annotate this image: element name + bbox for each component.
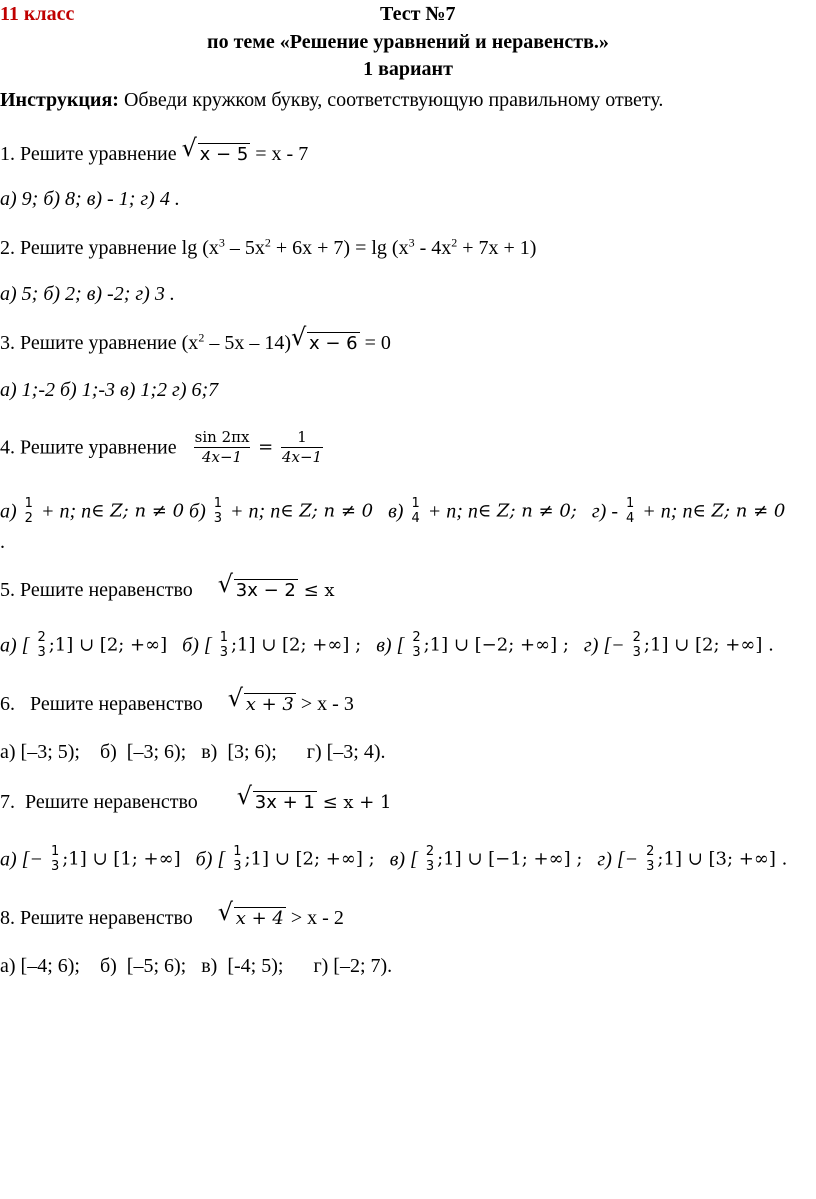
question-1-options: а) 9; б) 8; в) - 1; г) 4 . bbox=[0, 188, 180, 210]
question-5-options: а) [ 2 3 ;1] ∪ [2; +∞] б) [ 1 3 ;1] ∪ [2; +∞] ; в) [ 2 3 ;1] ∪ [−2; +∞] ; г) [− 2 3 ;1] ∪ [2; +∞] . bbox=[0, 630, 774, 661]
question-8-options: а) [–4; 6); б) [–5; 6); в) [-4; 5); г) [–2; 7). bbox=[0, 955, 393, 977]
test-topic: по теме «Решение уравнений и неравенств.» bbox=[207, 31, 609, 53]
question-4: 4. Решите уравнение $\frac{\sin 2\pi x}{4x-1}$ = $\frac{1}{4x-1}$ bbox=[0, 427, 323, 466]
sqrt-expression: √ 3x − 2 bbox=[217, 570, 296, 601]
sqrt-expression: √ x − 6 bbox=[290, 323, 358, 354]
q1-prefix: 1. Решите уравнение bbox=[0, 143, 182, 165]
question-3-options: а) 1;-2 б) 1;-3 в) 1;2 г) 6;7 bbox=[0, 379, 219, 401]
sqrt-expression: √ x − 5 bbox=[181, 134, 249, 165]
question-6-options: а) [–3; 5); б) [–3; 6); в) [3; 6); г) [–3; 4). bbox=[0, 741, 386, 763]
question-8: 8. Решите неравенство √ x + 4 > x - 2 bbox=[0, 898, 344, 929]
question-4-tail: . bbox=[0, 531, 5, 553]
question-7-options: а) [− 1 3 ;1] ∪ [1; +∞] б) [ 1 3 ;1] ∪ [2; +∞] ; в) [ 2 3 ;1] ∪ [−1; +∞] ; г) [− 2 3 ;1] ∪ [3; +∞] . bbox=[0, 844, 788, 875]
grade-label: 11 класс bbox=[0, 3, 75, 25]
q1-suffix: = x - 7 bbox=[250, 143, 309, 165]
question-5: 5. Решите неравенство √ 3x − 2 ≤ x bbox=[0, 570, 335, 601]
question-2-options: а) 5; б) 2; в) -2; г) 3 . bbox=[0, 283, 175, 305]
fraction-left: $\frac{\sin 2\pi x}{4x-1}$ bbox=[194, 427, 250, 466]
question-3: 3. Решите уравнение $(x^2 - 5x - 14)$ √ x − 6 = 0 bbox=[0, 323, 391, 354]
instruction-label: Инструкция: bbox=[0, 89, 119, 111]
variant-label: 1 вариант bbox=[363, 58, 453, 80]
fraction: 1 2 bbox=[24, 496, 33, 527]
fraction-right: $\frac{1}{4x-1}$ bbox=[281, 427, 323, 466]
question-7: 7. Решите неравенство √ 3x + 1 ≤ x + 1 bbox=[0, 782, 392, 813]
instruction-text: Обведи кружком букву, соответствующую правильному ответу. bbox=[118, 89, 664, 111]
question-4-options: а) 1 2 + n; n∈ Z; n ≠ 0 б) 1 3 + n; n∈ Z; n ≠ 0 в) 1 4 + n; n∈ Z; n ≠ 0; г) - 1 4 + n; n∈ Z; n ≠ 0 bbox=[0, 496, 786, 527]
sqrt-expression: √ 3x + 1 bbox=[236, 782, 315, 813]
test-title: Тест №7 bbox=[380, 3, 456, 25]
instruction bbox=[0, 88, 663, 112]
question-2: 2. Решите уравнение $\lg (x^3 - 5x^2 + 6x + 7) = \lg (x^3 - 4x^2 + 7x + 1)$ bbox=[0, 235, 537, 259]
sqrt-expression: √ x + 3 bbox=[227, 684, 294, 715]
question-1 bbox=[0, 134, 309, 167]
sqrt-expression: √ x + 4 bbox=[217, 898, 284, 929]
question-6: 6. Решите неравенство √ x + 3 > x - 3 bbox=[0, 684, 354, 715]
